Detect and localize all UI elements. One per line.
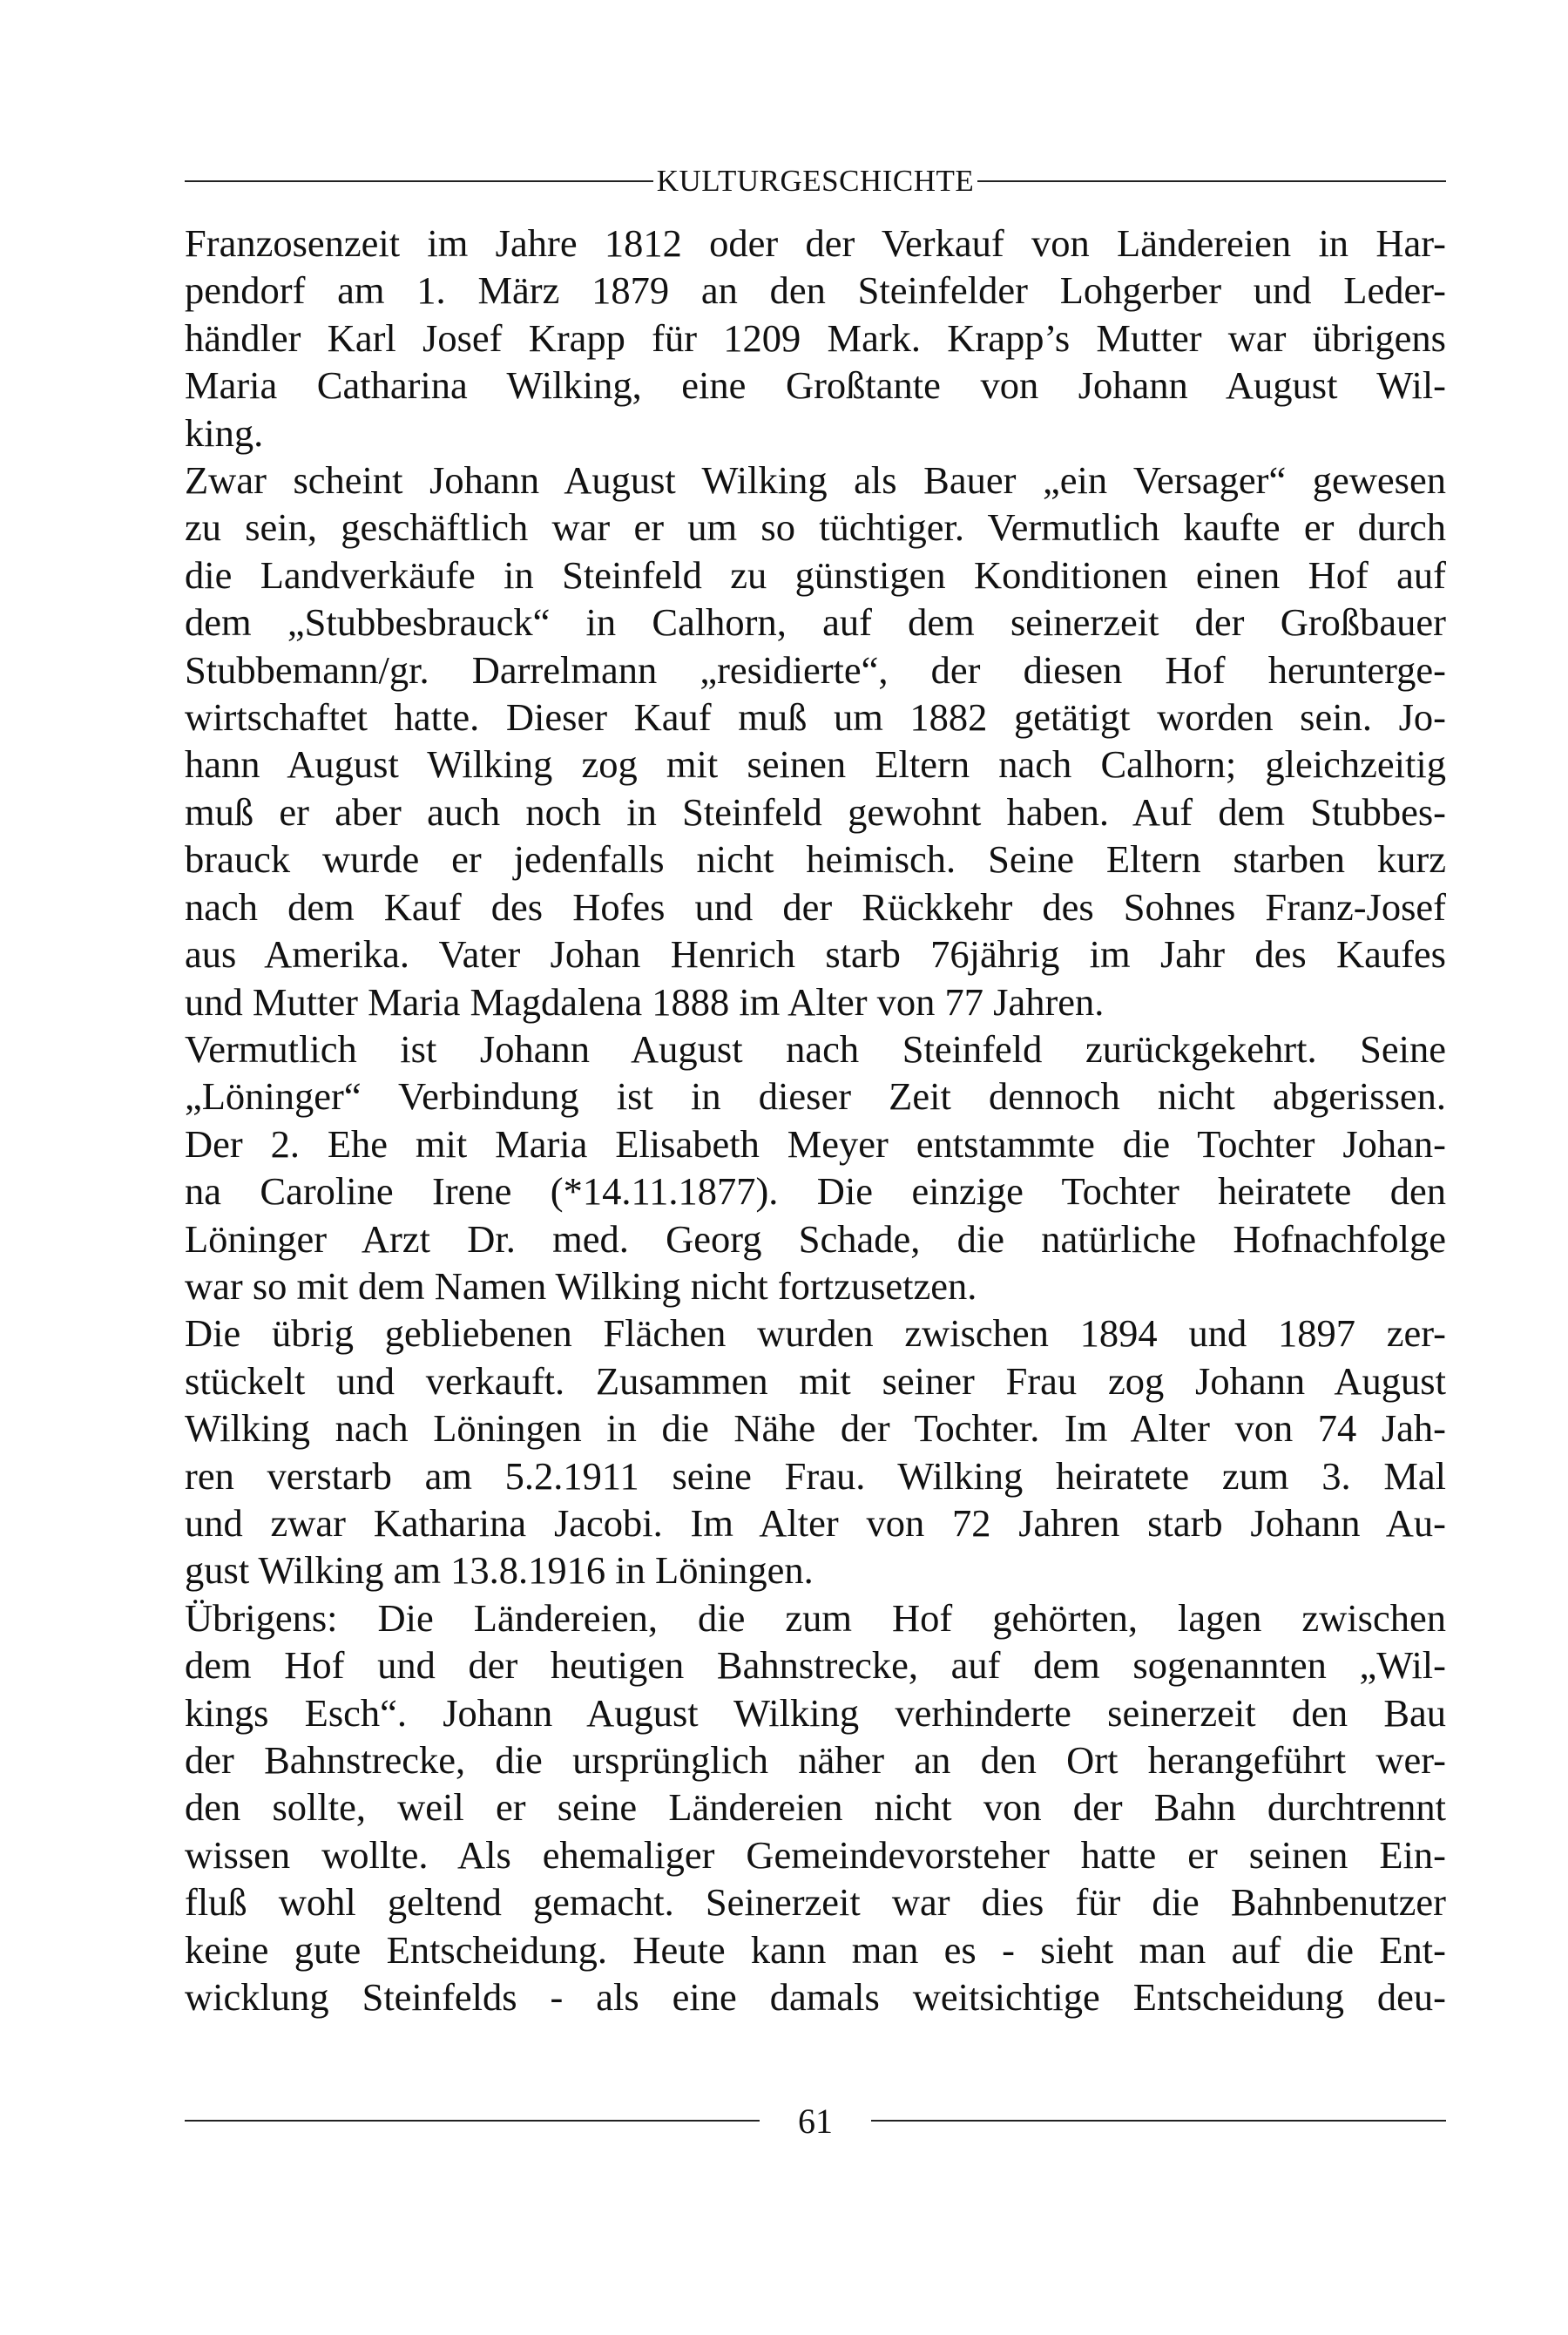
text-line: und Mutter Maria Magdalena 1888 im Alter von 77 Jahren. [185, 979, 1105, 1024]
text-line: war so mit dem Namen Wilking nicht fortzusetzen. [185, 1263, 977, 1308]
page-number: 61 [798, 2101, 833, 2141]
text-line: wirtschaftet hatte. Dieser Kauf muß um 1882 getätigt worden sein. Jo- [185, 695, 1446, 740]
text-line: Vermutlich ist Johann August nach Steinfeld zurückgekehrt. Seine [185, 1026, 1446, 1071]
text-line: und zwar Katharina Jacobi. Im Alter von 72 Jahren starb Johann Au- [185, 1500, 1446, 1545]
text-line: ren verstarb am 5.2.1911 seine Frau. Wilking heiratete zum 3. Mal [185, 1453, 1446, 1498]
text-line: zu sein, geschäftlich war er um so tüchtiger. Vermutlich kaufte er durch [185, 505, 1446, 550]
article-body [185, 220, 1446, 2020]
text-line: Die übrig gebliebenen Flächen wurden zwischen 1894 und 1897 zer- [185, 1311, 1446, 1356]
footer-rule-left [185, 2120, 760, 2122]
footer-rule-right [871, 2120, 1446, 2122]
text-line: Löninger Arzt Dr. med. Georg Schade, die natürliche Hofnachfolge [185, 1216, 1446, 1261]
text-line: Der 2. Ehe mit Maria Elisabeth Meyer entstammte die Tochter Johan- [185, 1121, 1446, 1166]
text-line: wicklung Steinfelds - als eine damals weitsichtige Entscheidung deu- [185, 1975, 1446, 2020]
text-line: brauck wurde er jedenfalls nicht heimisch. Seine Eltern starben kurz [185, 837, 1446, 882]
text-line: Maria Catharina Wilking, eine Großtante von Johann August Wil- [185, 363, 1446, 408]
text-line: hann August Wilking zog mit seinen Eltern nach Calhorn; gleichzeitig [185, 742, 1446, 787]
header-rule-left [185, 180, 653, 182]
page-footer [185, 2095, 1446, 2147]
text-line: na Caroline Irene (*14.11.1877). Die einzige Tochter heiratete den [185, 1169, 1446, 1214]
text-line: aus Amerika. Vater Johan Henrich starb 76jährig im Jahr des Kaufes [185, 932, 1446, 977]
text-line: keine gute Entscheidung. Heute kann man es - sieht man auf die Ent- [185, 1927, 1446, 1972]
text-line: muß er aber auch noch in Steinfeld gewohnt haben. Auf dem Stubbes- [185, 789, 1446, 834]
text-line: Übrigens: Die Ländereien, die zum Hof gehörten, lagen zwischen [185, 1595, 1446, 1640]
section-title: KULTURGESCHICHTE [656, 164, 975, 198]
text-line: Stubbemann/gr. Darrelmann „residierte“, der diesen Hof herunterge- [185, 647, 1446, 692]
header-rule-right [977, 180, 1446, 182]
text-line: dem Hof und der heutigen Bahnstrecke, auf dem sogenannten „Wil- [185, 1643, 1446, 1688]
text-line: pendorf am 1. März 1879 an den Steinfelder Lohgerber und Leder- [185, 268, 1446, 313]
text-line: kings Esch“. Johann August Wilking verhinderte seinerzeit den Bau [185, 1690, 1446, 1735]
text-line: wissen wollte. Als ehemaliger Gemeindevorsteher hatte er seinen Ein- [185, 1832, 1446, 1877]
text-line: Zwar scheint Johann August Wilking als Bauer „ein Versager“ gewesen [185, 458, 1446, 503]
text-line: der Bahnstrecke, die ursprünglich näher an den Ort herangeführt wer- [185, 1738, 1446, 1782]
text-line: „Löninger“ Verbindung ist in dieser Zeit dennoch nicht abgerissen. [185, 1074, 1446, 1119]
running-header [185, 155, 1446, 207]
text-line: dem „Stubbesbrauck“ in Calhorn, auf dem seinerzeit der Großbauer [185, 600, 1446, 645]
text-line: händler Karl Josef Krapp für 1209 Mark. Krapp’s Mutter war übrigens [185, 315, 1446, 360]
text-line: Wilking nach Löningen in die Nähe der Tochter. Im Alter von 74 Jah- [185, 1406, 1446, 1451]
text-line: den sollte, weil er seine Ländereien nicht von der Bahn durchtrennt [185, 1785, 1446, 1830]
text-line: king. [185, 410, 264, 455]
text-line: stückelt und verkauft. Zusammen mit seiner Frau zog Johann August [185, 1358, 1446, 1403]
text-line: Franzosenzeit im Jahre 1812 oder der Verkauf von Ländereien in Har- [185, 221, 1446, 265]
text-line: nach dem Kauf des Hofes und der Rückkehr des Sohnes Franz-Josef [185, 884, 1446, 929]
text-line: gust Wilking am 13.8.1916 in Löningen. [185, 1548, 814, 1593]
text-line: fluß wohl geltend gemacht. Seinerzeit war dies für die Bahnbenutzer [185, 1880, 1446, 1925]
text-line: die Landverkäufe in Steinfeld zu günstigen Konditionen einen Hof auf [185, 552, 1446, 597]
